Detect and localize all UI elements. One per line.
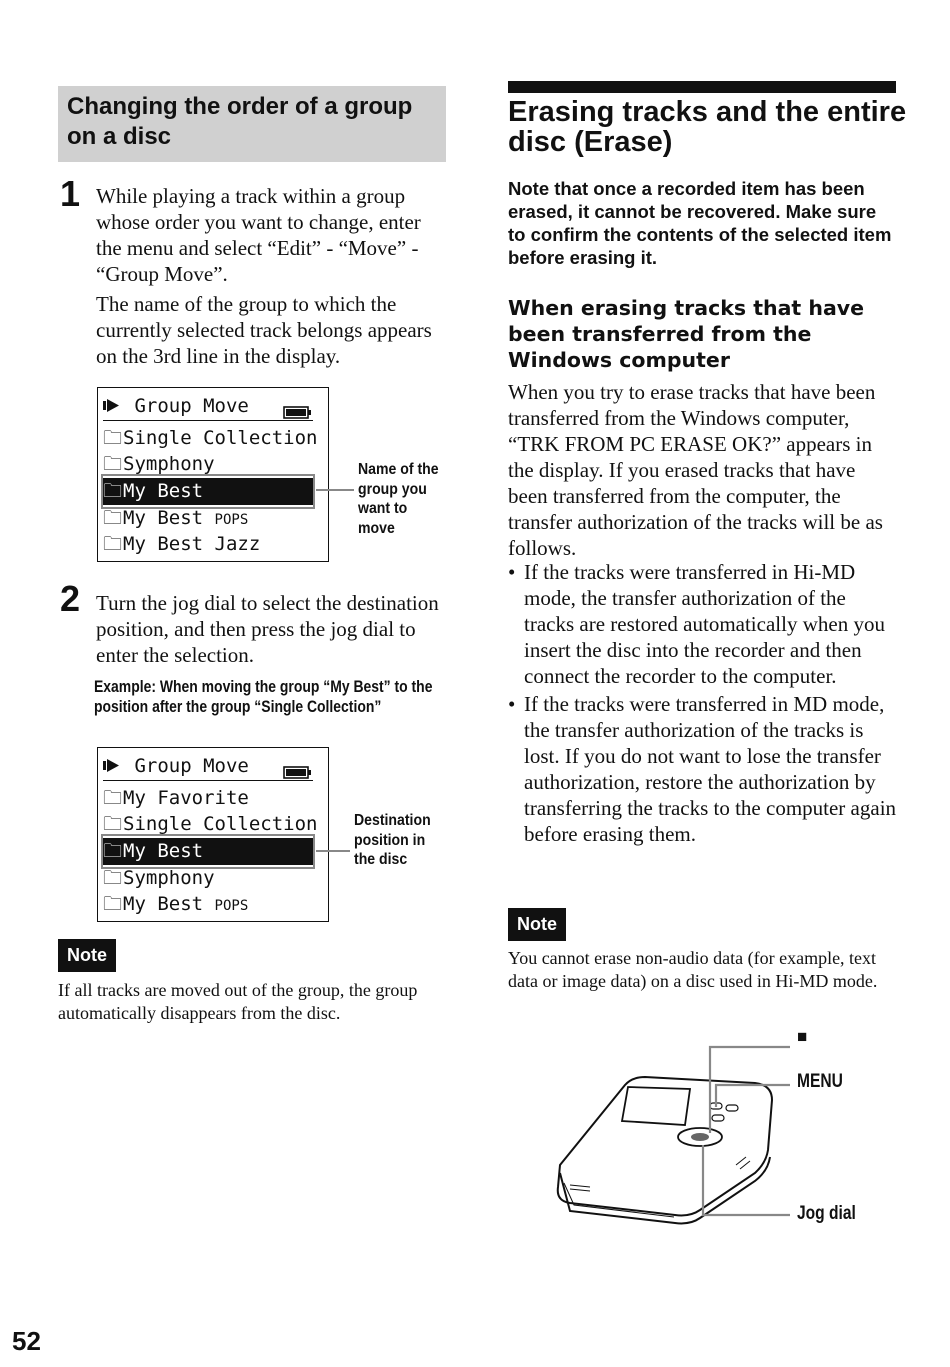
folder-icon: 🗀 xyxy=(103,867,123,889)
folder-icon: 🗀 xyxy=(103,507,123,529)
lcd-display-1 xyxy=(97,387,329,562)
lcd-title: Group Move xyxy=(134,755,249,777)
erase-paragraph: When you try to erase tracks that have been transferred from the Windows computer, “TRK FROM PC ERASE OK?” appears in the display. If you erased tracks that have been transferred from the computer, the transfer authorization of the tracks will be as follows. xyxy=(508,380,883,560)
play-icon xyxy=(103,753,123,780)
step1-text: While playing a track within a group whose order you want to change, enter the menu and select “Edit” - “Move” - “Group Move”. xyxy=(96,184,421,286)
step1-detail: The name of the group to which the currently selected track belongs appears on the 3rd line in the display. xyxy=(96,292,432,368)
step-number-1: 1 xyxy=(60,173,81,214)
lcd-title: Group Move xyxy=(134,395,249,417)
lcd-title-row xyxy=(103,753,313,781)
lcd-row: 🗀Single Collection xyxy=(103,811,313,838)
note-badge-right: Note xyxy=(508,908,566,941)
lcd-row: 🗀My Best POPS xyxy=(103,505,313,532)
section-header xyxy=(58,86,446,162)
folder-icon: 🗀 xyxy=(103,893,123,915)
folder-icon: 🗀 xyxy=(103,427,123,449)
folder-icon: 🗀 xyxy=(103,480,123,502)
page-title: Erasing tracks and the entire disc (Erase) xyxy=(508,96,907,158)
list-item: • If the tracks were transferred in Hi-MD mode, the transfer authorization of the tracks are restored automatically when you insert the disc into the recorder and then connect the recorder to the computer. xyxy=(508,559,898,689)
menu-label: MENU xyxy=(797,1071,843,1092)
folder-icon: 🗀 xyxy=(103,453,123,475)
lcd-row: 🗀My Favorite xyxy=(103,785,313,812)
section-title: Changing the order of a group on a disc xyxy=(67,93,413,150)
callout-line xyxy=(316,489,354,491)
lcd-display-2 xyxy=(97,747,329,922)
lcd-row: 🗀Single Collection xyxy=(103,425,313,452)
warning-text: Note that once a recorded item has been erased, it cannot be recovered. Make sure to confirm the contents of the selected item before erasing it. xyxy=(508,178,892,268)
callout-group-name: Name of the group you want to move xyxy=(358,461,439,537)
lcd-row: 🗀My Best POPS xyxy=(103,891,313,918)
step-number-2: 2 xyxy=(60,578,81,619)
battery-icon xyxy=(283,760,311,787)
bullet-list xyxy=(508,559,898,849)
lcd-row-selected: 🗀My Best xyxy=(103,838,313,865)
folder-icon: 🗀 xyxy=(103,840,123,862)
folder-icon: 🗀 xyxy=(103,813,123,835)
lcd-row: 🗀Symphony xyxy=(103,451,313,478)
stop-label: ■ xyxy=(797,1027,808,1046)
page-number: 52 xyxy=(12,1326,41,1356)
folder-icon: 🗀 xyxy=(103,787,123,809)
title-rule xyxy=(508,81,896,93)
list-item: • If the tracks were transferred in MD mode, the transfer authorization of the tracks is lost. If you do not want to lose the transfer authorization, restore the authorization by transferring the tracks to the computer again before erasing them. xyxy=(508,691,898,847)
step2-text: Turn the jog dial to select the destination position, and then press the jog dial to enter the selection. xyxy=(96,591,439,667)
battery-icon xyxy=(283,400,311,427)
note-text-left: If all tracks are moved out of the group, the group automatically disappears from the disc. xyxy=(58,980,418,1023)
selection-frame xyxy=(101,474,315,509)
note-text-right: You cannot erase non-audio data (for example, text data or image data) on a disc used in Hi-MD mode. xyxy=(508,948,878,991)
callout-destination: Destination position in the disc xyxy=(354,812,431,868)
lcd-row-selected: 🗀My Best xyxy=(103,478,313,505)
lcd-title-row xyxy=(103,393,313,421)
note-badge-left: Note xyxy=(58,939,116,972)
step2-example: Example: When moving the group “My Best” to the position after the group “Single Collection” xyxy=(94,677,433,716)
selection-frame xyxy=(101,834,315,869)
play-icon xyxy=(103,393,123,420)
jog-dial-label: Jog dial xyxy=(797,1203,856,1224)
lcd-row: 🗀My Best Jazz xyxy=(103,531,313,558)
subsection-title: When erasing tracks that have been transferred from the Windows computer xyxy=(508,296,865,372)
lcd-row: 🗀Symphony xyxy=(103,865,313,892)
callout-line xyxy=(316,850,350,852)
folder-icon: 🗀 xyxy=(103,533,123,555)
